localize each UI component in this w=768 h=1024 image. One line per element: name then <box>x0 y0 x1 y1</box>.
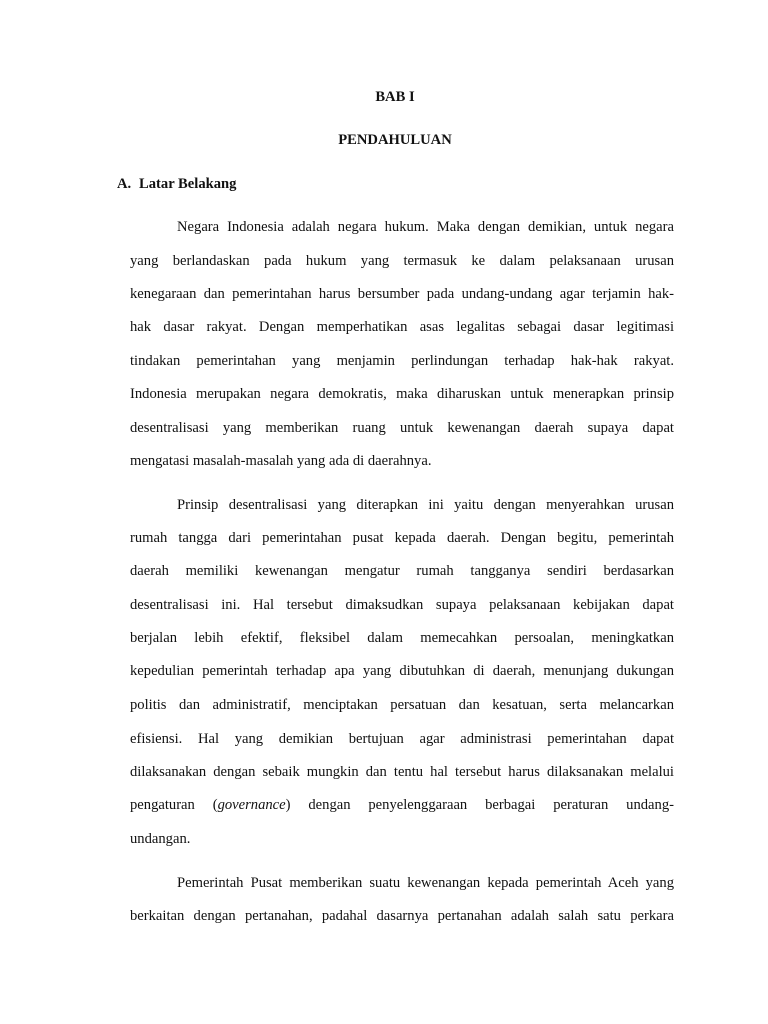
paragraph-2-line-11: undangan. <box>130 831 191 847</box>
governance-term: governance <box>217 797 286 813</box>
paragraph-2-line-4: desentralisasi ini. Hal tersebut dimaksudkan supaya pelaksanaan kebijakan dapat <box>130 597 674 613</box>
paragraph-2-line-3: daerah memiliki kewenangan mengatur rumah tangganya sendiri berdasarkan <box>130 563 674 579</box>
paragraph-2-line-10 <box>130 796 674 814</box>
paragraph-3-line-1: Pemerintah Pusat memberikan suatu kewenangan kepada pemerintah Aceh yang <box>177 875 674 891</box>
paragraph-1-line-6: Indonesia merupakan negara demokratis, maka diharuskan untuk menerapkan prinsip <box>130 386 674 402</box>
governance-before: pengaturan ( <box>130 797 218 813</box>
paragraph-2-line-2: rumah tangga dari pemerintahan pusat kepada daerah. Dengan begitu, pemerintah <box>130 530 674 546</box>
paragraph-1-line-1: Negara Indonesia adalah negara hukum. Maka dengan demikian, untuk negara <box>177 219 674 235</box>
paragraph-1-line-8: mengatasi masalah-masalah yang ada di daerahnya. <box>130 453 432 469</box>
paragraph-2-line-6: kepedulian pemerintah terhadap apa yang dibutuhkan di daerah, menunjang dukungan <box>130 663 674 679</box>
chapter-label: BAB I <box>375 89 415 105</box>
chapter-title: PENDAHULUAN <box>338 132 452 148</box>
paragraph-3-line-2: berkaitan dengan pertanahan, padahal dasarnya pertanahan adalah salah satu perkara <box>130 908 674 924</box>
paragraph-1-line-2: yang berlandaskan pada hukum yang termasuk ke dalam pelaksanaan urusan <box>130 253 674 269</box>
section-title: Latar Belakang <box>139 176 237 192</box>
paragraph-1-line-7: desentralisasi yang memberikan ruang untuk kewenangan daerah supaya dapat <box>130 420 674 436</box>
paragraph-2-line-9: dilaksanakan dengan sebaik mungkin dan tentu hal tersebut harus dilaksanakan melalui <box>130 764 674 780</box>
paragraph-2-line-1: Prinsip desentralisasi yang diterapkan ini yaitu dengan menyerahkan urusan <box>177 497 674 513</box>
paragraph-1-line-3: kenegaraan dan pemerintahan harus bersumber pada undang-undang agar terjamin hak- <box>130 286 674 302</box>
paragraph-2-line-7: politis dan administratif, menciptakan persatuan dan kesatuan, serta melancarkan <box>130 697 674 713</box>
paragraph-2-line-5: berjalan lebih efektif, fleksibel dalam memecahkan persoalan, meningkatkan <box>130 630 674 646</box>
paragraph-1-line-4: hak dasar rakyat. Dengan memperhatikan asas legalitas sebagai dasar legitimasi <box>130 319 674 335</box>
paragraph-2-line-8: efisiensi. Hal yang demikian bertujuan agar administrasi pemerintahan dapat <box>130 731 674 747</box>
governance-after: ) dengan penyelenggaraan berbagai peraturan undang- <box>285 797 674 813</box>
section-heading <box>117 175 236 193</box>
paragraph-1-line-5: tindakan pemerintahan yang menjamin perlindungan terhadap hak-hak rakyat. <box>130 353 674 369</box>
section-number: A. <box>117 176 132 192</box>
